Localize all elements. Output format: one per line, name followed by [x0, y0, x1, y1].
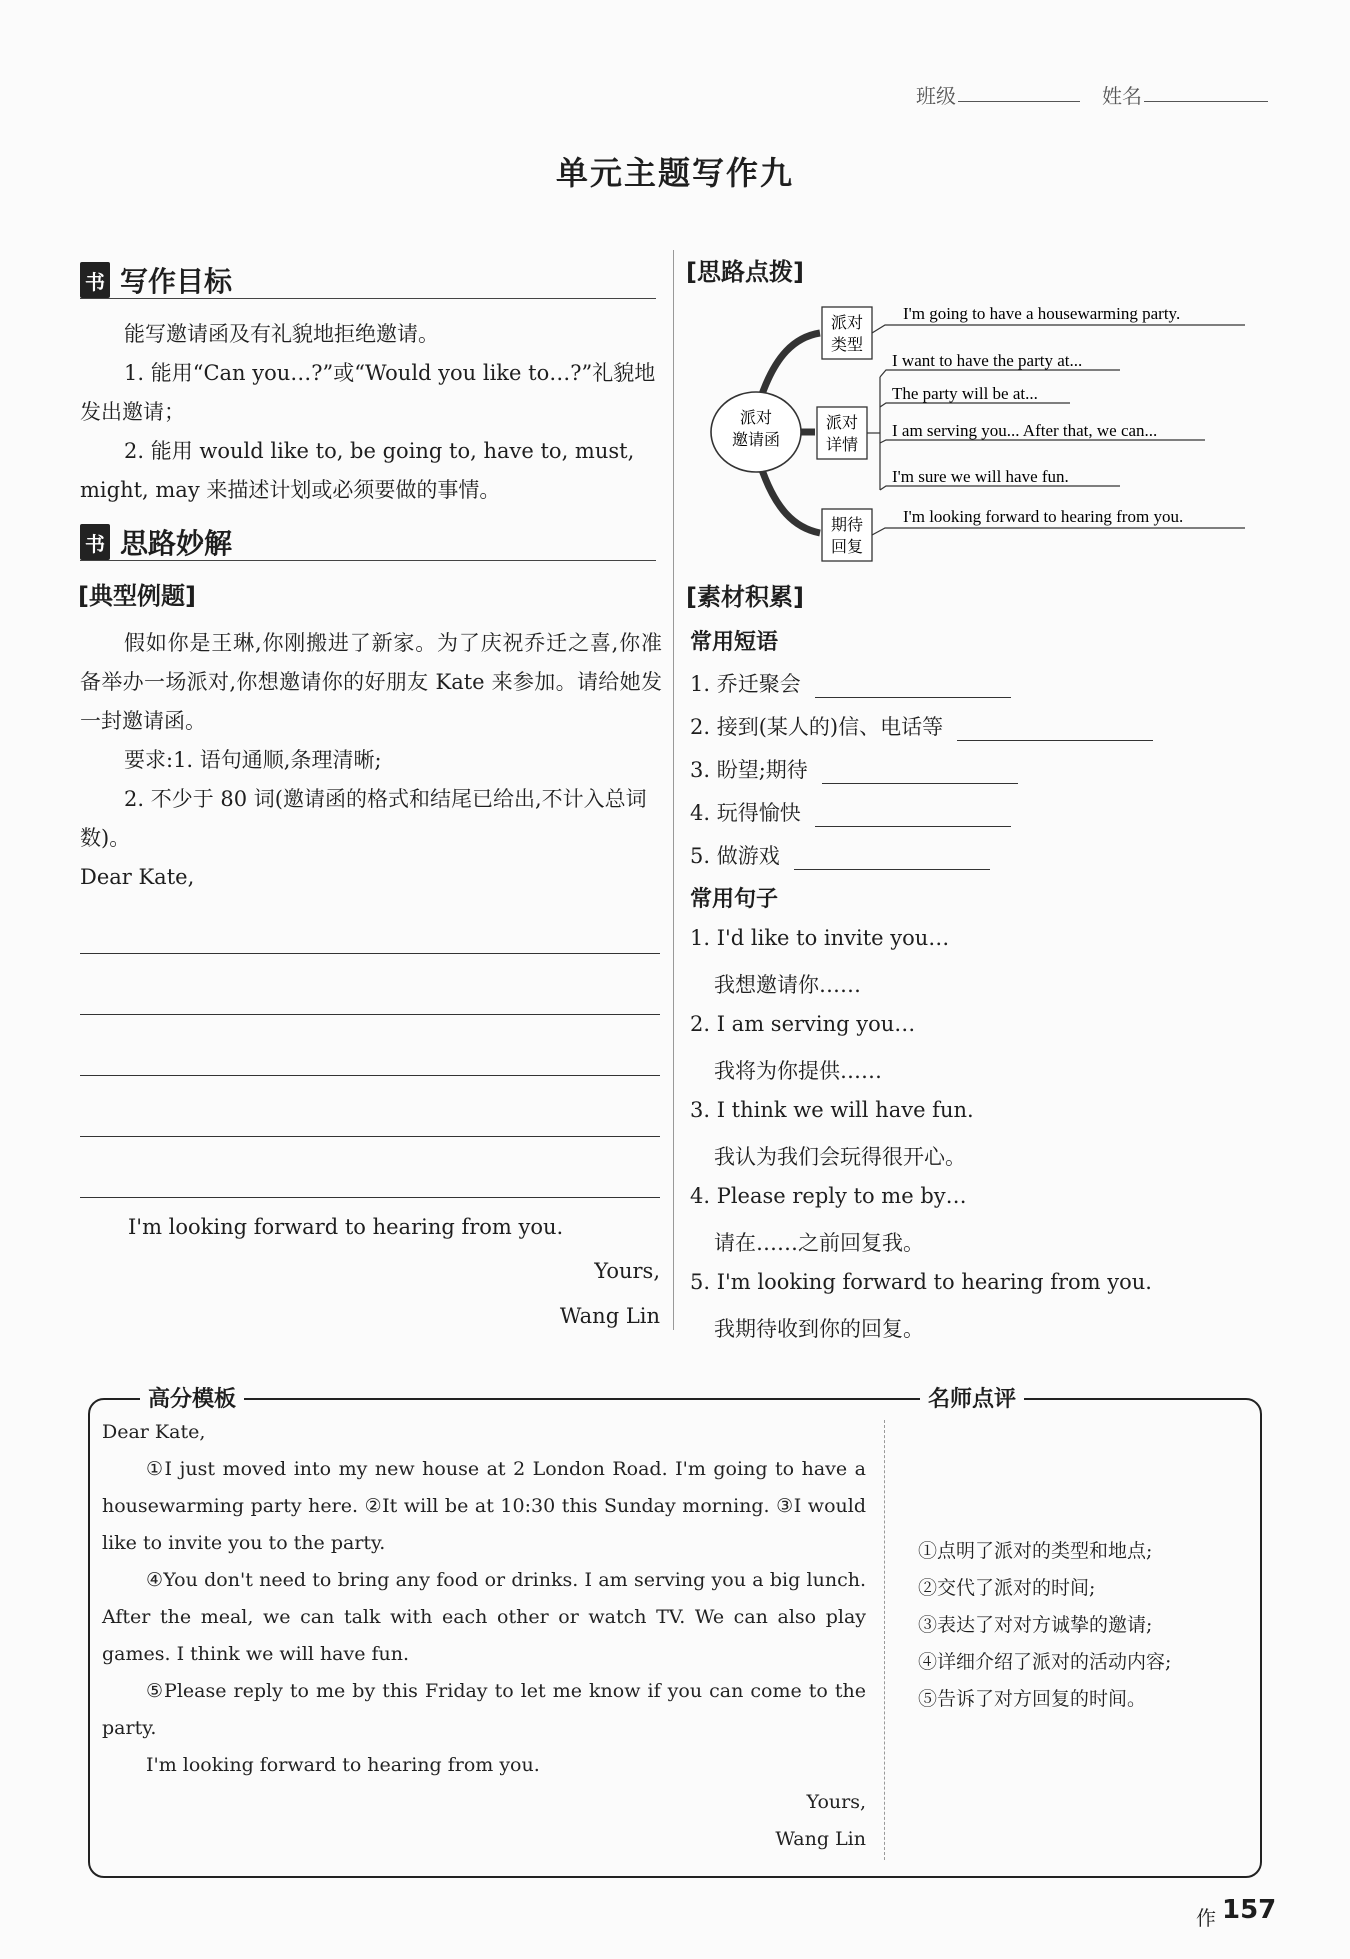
writing-line[interactable] — [80, 1135, 660, 1137]
node-type-sentence: I'm going to have a housewarming party. — [903, 304, 1181, 323]
name-field[interactable] — [1144, 100, 1268, 102]
review-item: ③表达了对对方诚挚的邀请; — [918, 1614, 1153, 1636]
phrase-item — [690, 754, 1018, 784]
goals-item-1: 1. 能用“Can you…?”或“Would you like to…?”礼貌地发出邀请； — [80, 361, 656, 424]
phrase-blank[interactable] — [794, 847, 990, 870]
node-reply-line-1: 期待 — [830, 515, 864, 534]
sentence-cn: 我期待收到你的回复。 — [714, 1317, 924, 1341]
book-icon: 书 — [80, 524, 110, 560]
node-details-sentence: I'm sure we will have fun. — [892, 467, 1069, 486]
book-icon: 书 — [80, 262, 110, 298]
sentence-en: 3. I think we will have fun. — [690, 1098, 974, 1122]
task-text: 假如你是王琳,你刚搬进了新家。为了庆祝乔迁之喜,你准备举办一场派对,你想邀请你的好朋友 Kate 来参加。请给她发一封邀请函。 — [80, 631, 662, 733]
sentence-en: 5. I'm looking forward to hearing from you. — [690, 1270, 1152, 1294]
phrase-blank[interactable] — [815, 675, 1011, 698]
requirement-2: 2. 不少于 80 词(邀请函的格式和结尾已给出,不计入总词数)。 — [80, 787, 647, 850]
writing-line[interactable] — [80, 1074, 660, 1076]
node-details-sentence: I want to have the party at... — [892, 351, 1083, 370]
class-label: 班级 — [916, 84, 956, 108]
template-greeting: Dear Kate, — [102, 1421, 206, 1443]
node-reply-line-2: 回复 — [830, 537, 864, 556]
page-prefix: 作 — [1196, 1906, 1216, 1930]
column-divider — [673, 250, 674, 1330]
center-line-1: 派对 — [739, 408, 773, 427]
approach-rule — [80, 560, 656, 561]
box-divider — [884, 1420, 885, 1860]
template-signature: Wang Lin — [775, 1828, 866, 1850]
page-number: 157 — [1222, 1895, 1277, 1925]
phrase-text: 3. 盼望;期待 — [690, 758, 808, 782]
sentence-cn: 请在……之前回复我。 — [714, 1231, 924, 1255]
phrases-heading: 常用短语 — [690, 630, 779, 655]
review-item: ②交代了派对的时间; — [918, 1577, 1096, 1599]
mindmap-branch — [760, 464, 820, 533]
mindmap — [700, 295, 1260, 570]
sentence-cn: 我认为我们会玩得很开心。 — [714, 1145, 966, 1169]
phrase-blank[interactable] — [815, 804, 1011, 827]
phrase-item — [690, 797, 1011, 827]
node-details-sentence: I am serving you... After that, we can... — [892, 421, 1158, 440]
letter-signature: Wang Lin — [559, 1304, 660, 1328]
goals-heading — [80, 260, 232, 300]
template-paragraph-2: ④You don't need to bring any food or drinks. I am serving you a big lunch. After the meal, we can talk with each other or watch TV. We can also play games. I think we will have fun. — [102, 1569, 866, 1665]
review-heading: 名师点评 — [920, 1382, 1024, 1413]
node-type-line-1: 派对 — [830, 313, 864, 332]
node-details-line-2: 详情 — [825, 435, 859, 454]
letter-greeting: Dear Kate, — [80, 865, 195, 889]
class-field[interactable] — [958, 100, 1080, 102]
sentence-en: 2. I am serving you… — [690, 1012, 916, 1036]
center-line-2: 邀请函 — [731, 430, 781, 449]
phrase-text: 2. 接到(某人的)信、电话等 — [690, 715, 944, 739]
goals-intro: 能写邀请函及有礼貌地拒绝邀请。 — [124, 322, 439, 346]
mindmap-branch — [760, 333, 820, 400]
goals-title: 写作目标 — [120, 265, 233, 298]
review-item: ④详细介绍了派对的活动内容; — [918, 1651, 1172, 1673]
phrase-text: 1. 乔迁聚会 — [690, 672, 801, 696]
sentence-en: 1. I'd like to invite you… — [690, 926, 950, 950]
phrase-text: 4. 玩得愉快 — [690, 801, 801, 825]
phrase-blank[interactable] — [957, 718, 1153, 741]
approach-heading — [80, 522, 232, 562]
requirement-1: 要求:1. 语句通顺,条理清晰; — [124, 748, 382, 772]
template-paragraph-3: ⑤Please reply to me by this Friday to let me know if you can come to the party. — [102, 1680, 866, 1739]
template-heading: 高分模板 — [140, 1382, 244, 1413]
node-reply-sentence: I'm looking forward to hearing from you. — [903, 507, 1184, 526]
writing-line[interactable] — [80, 1013, 660, 1015]
approach-title: 思路妙解 — [120, 527, 233, 560]
phrase-item — [690, 840, 990, 870]
template-closing: I'm looking forward to hearing from you. — [146, 1754, 540, 1776]
sentence-en: 4. Please reply to me by… — [690, 1184, 967, 1208]
template-yours: Yours, — [806, 1791, 866, 1813]
writing-line[interactable] — [80, 1196, 660, 1198]
node-type-line-2: 类型 — [830, 335, 864, 354]
materials-label: [素材积累] — [686, 583, 804, 611]
sentence-cn: 我想邀请你…… — [714, 973, 861, 997]
letter-closing: I'm looking forward to hearing from you. — [128, 1215, 564, 1239]
phrase-item — [690, 668, 1011, 698]
review-item: ①点明了派对的类型和地点; — [918, 1540, 1153, 1562]
goals-item-2: 2. 能用 would like to, be going to, have to, must, might, may 来描述计划或必须要做的事情。 — [80, 439, 635, 502]
example-label: [典型例题] — [78, 582, 196, 610]
name-label: 姓名 — [1102, 84, 1142, 108]
goals-rule — [80, 298, 656, 299]
sentences-heading: 常用句子 — [690, 887, 779, 912]
node-details-line-1: 派对 — [825, 413, 859, 432]
writing-line[interactable] — [80, 952, 660, 954]
node-details-sentence: The party will be at... — [892, 384, 1038, 403]
letter-yours: Yours, — [594, 1259, 660, 1283]
phrase-text: 5. 做游戏 — [690, 844, 780, 868]
phrase-item — [690, 711, 1153, 741]
review-item: ⑤告诉了对方回复的时间。 — [918, 1688, 1147, 1710]
template-paragraph-1: ①I just moved into my new house at 2 London Road. I'm going to have a housewarming party here. ②It will be at 10:30 this Sunday morning. ③I would like to invite you to the party. — [102, 1458, 866, 1554]
mindmap-label: [思路点拨] — [686, 258, 804, 286]
sentence-cn: 我将为你提供…… — [714, 1059, 882, 1083]
page-title: 单元主题写作九 — [555, 154, 794, 192]
phrase-blank[interactable] — [822, 761, 1018, 784]
